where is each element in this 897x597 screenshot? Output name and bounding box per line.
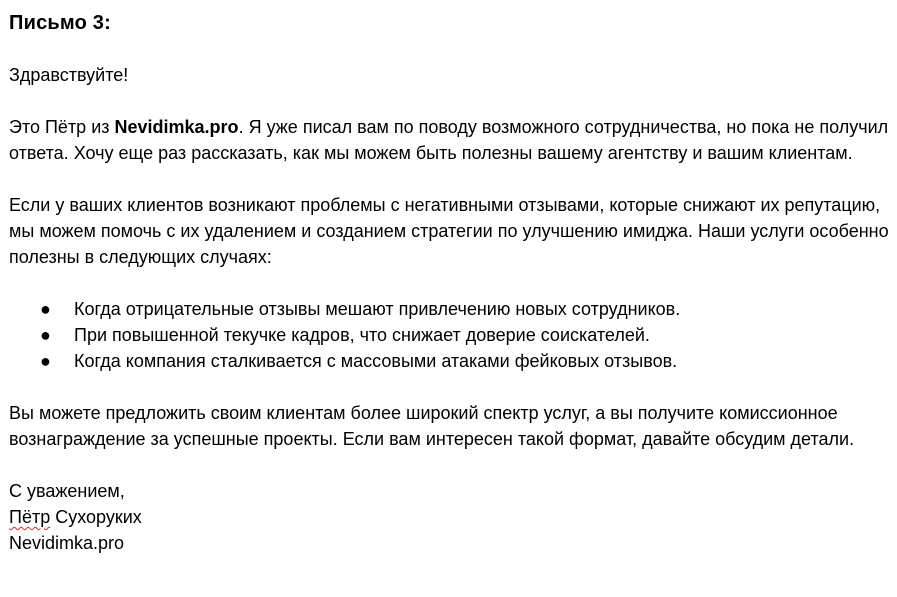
bullet-icon: ● bbox=[40, 351, 51, 371]
signature-closing: С уважением, bbox=[9, 481, 125, 501]
intro-paragraph bbox=[9, 114, 889, 166]
bullet-icon: ● bbox=[40, 325, 51, 345]
list-item-text: Когда отрицательные отзывы мешают привлечению новых сотрудников. bbox=[74, 299, 681, 319]
intro-brand: Nevidimka.pro bbox=[114, 117, 239, 137]
list-item bbox=[9, 348, 889, 374]
list-item-text: При повышенной текучке кадров, что снижает доверие соискателей. bbox=[74, 325, 650, 345]
signature-last-name: Сухоруких bbox=[50, 507, 142, 527]
bullet-icon: ● bbox=[40, 299, 51, 319]
list-item bbox=[9, 296, 889, 322]
offer-paragraph: Вы можете предложить своим клиентам более широкий спектр услуг, а вы получите комиссионное вознаграждение за успешные проекты. Если вам интересен такой формат, давайте обсудим детали. bbox=[9, 403, 855, 449]
problem-paragraph: Если у ваших клиентов возникают проблемы с негативными отзывами, которые снижают их репутацию, мы можем помочь с их удалением и созданием стратегии по улучшению имиджа. Наши услуги особенно полезны в следующих случаях: bbox=[9, 195, 889, 267]
intro-suffix: . Я уже писал вам по поводу возможного сотрудничества, но пока не получил ответа. Хочу еще раз рассказать, как мы можем быть полезны вашему агентству и вашим клиентам. bbox=[9, 117, 889, 163]
signature-block bbox=[9, 478, 889, 556]
letter-heading: Письмо 3: bbox=[9, 12, 111, 34]
intro-prefix: Это Пётр из bbox=[9, 117, 115, 137]
greeting: Здравствуйте! bbox=[9, 65, 129, 85]
signature-company: Nevidimka.pro bbox=[9, 533, 125, 553]
list-item bbox=[9, 322, 889, 348]
signature-first-name: Пётр bbox=[9, 507, 51, 527]
list-item-text: Когда компания сталкивается с массовыми атаками фейковых отзывов. bbox=[74, 351, 678, 371]
cases-list bbox=[9, 296, 889, 374]
signature-name bbox=[9, 504, 889, 530]
